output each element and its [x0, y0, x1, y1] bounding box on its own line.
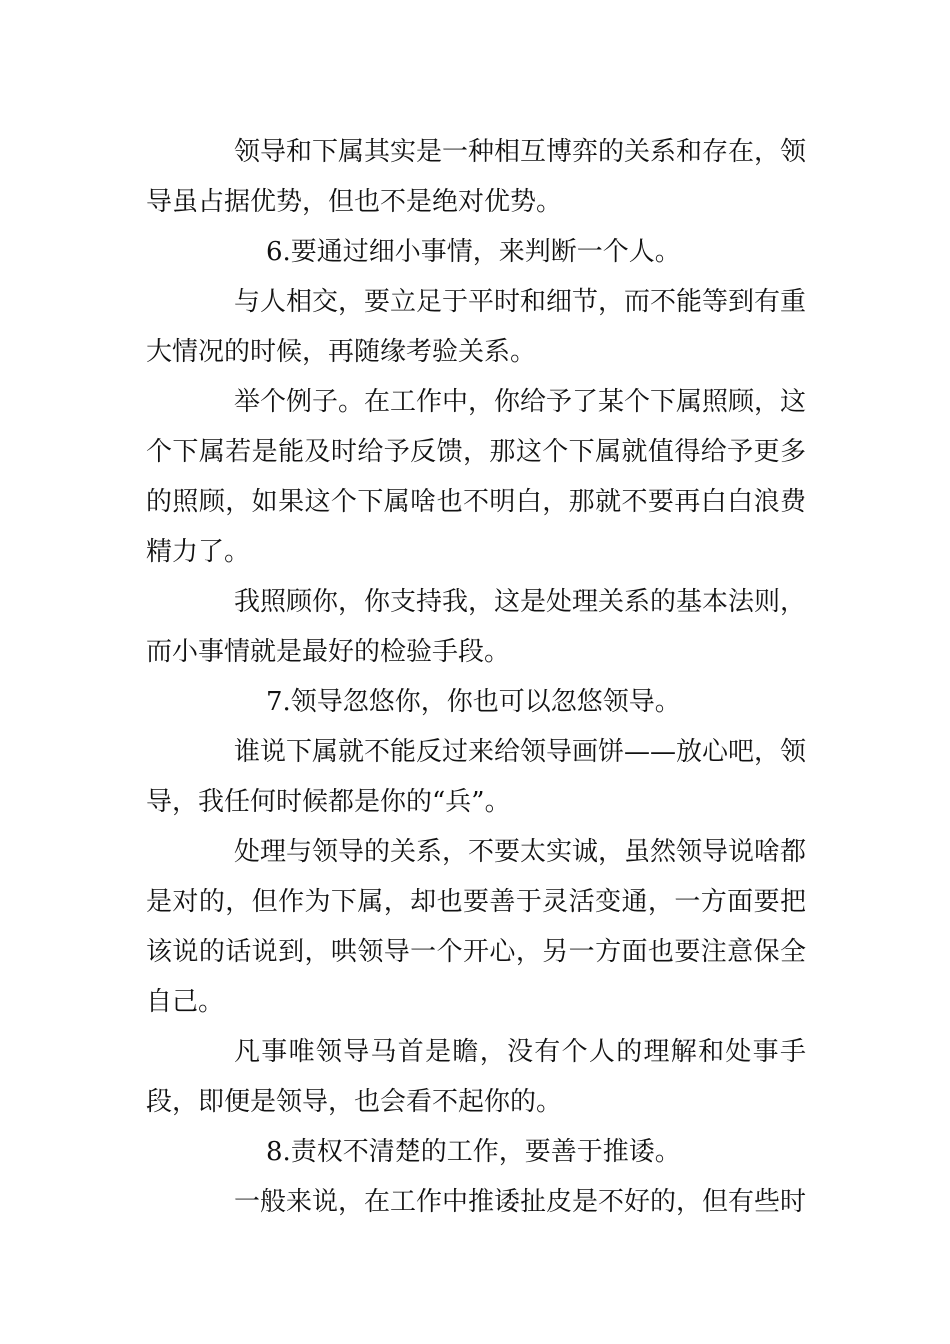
section-heading: 6.要通过细小事情，来判断一个人。: [266, 237, 681, 267]
section-heading: 7.领导忽悠你，你也可以忽悠领导。: [266, 687, 681, 717]
paragraph: 我照顾你，你支持我，这是处理关系的基本法则，而小事情就是最好的检验手段。: [146, 587, 807, 667]
paragraph: 与人相交，要立足于平时和细节，而不能等到有重大情况的时候，再随缘考验关系。: [146, 287, 807, 367]
paragraph: 处理与领导的关系，不要太实诚，虽然领导说啥都是对的，但作为下属，却也要善于灵活变通，一方面要把该说的话说到，哄领导一个开心，另一方面也要注意保全自己。: [146, 837, 807, 1017]
paragraph: 举个例子。在工作中，你给予了某个下属照顾，这个下属若是能及时给予反馈，那这个下属就值得给予更多的照顾，如果这个下属啥也不明白，那就不要再白白浪费精力了。: [146, 387, 807, 567]
paragraph: 领导和下属其实是一种相互博弈的关系和存在，领导虽占据优势，但也不是绝对优势。: [146, 137, 807, 217]
section-heading: 8.责权不清楚的工作，要善于推诿。: [266, 1137, 681, 1167]
document-body: [146, 127, 806, 1227]
paragraph: 谁说下属就不能反过来给领导画饼——放心吧，领导，我任何时候都是你的“兵”。: [146, 737, 807, 817]
paragraph: 凡事唯领导马首是瞻，没有个人的理解和处事手段，即便是领导，也会看不起你的。: [146, 1037, 806, 1117]
paragraph: 一般来说，在工作中推诿扯皮是不好的，但有些时: [234, 1187, 807, 1217]
